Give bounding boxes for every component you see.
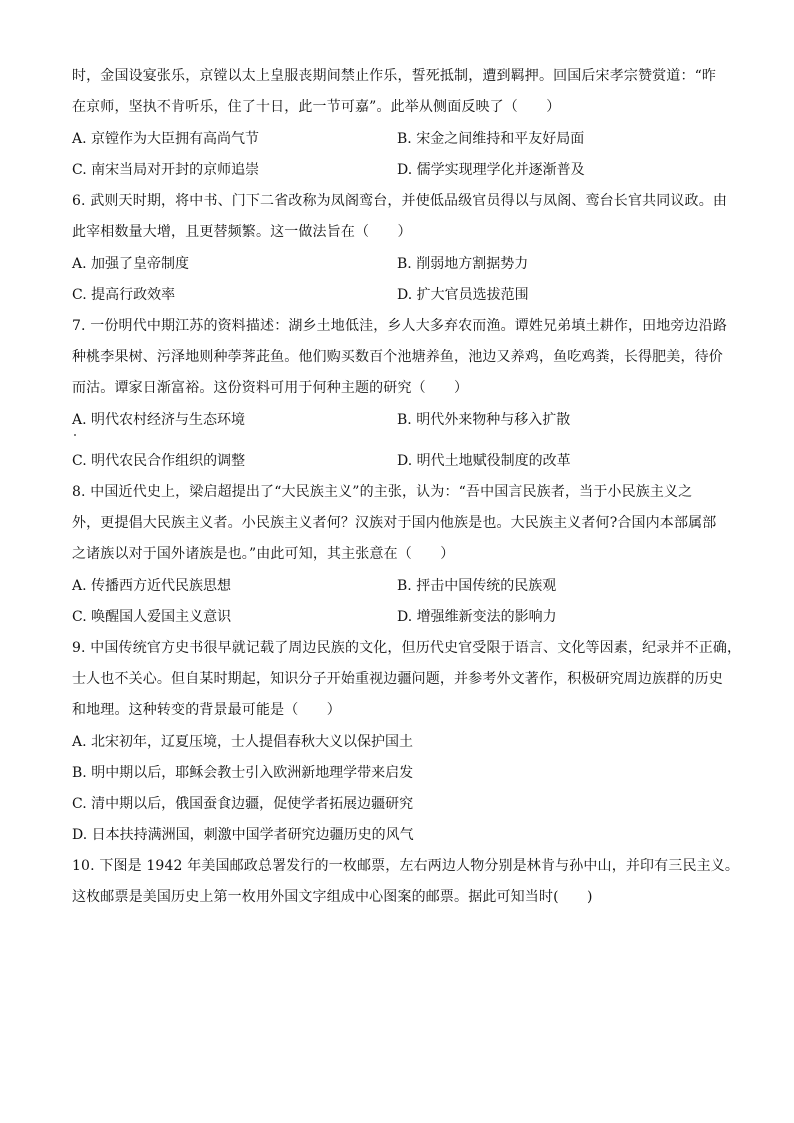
q6-option-a[interactable]: A. 加强了皇帝制度 <box>72 256 190 272</box>
q6-option-c[interactable]: C. 提高行政效率 <box>72 287 176 303</box>
scan-speck <box>74 434 76 436</box>
q6-option-d[interactable]: D. 扩大官员选拔范围 <box>397 287 529 303</box>
q8-option-d[interactable]: D. 增强维新变法的影响力 <box>397 609 557 625</box>
q5-option-c[interactable]: C. 南宋当局对开封的京师追崇 <box>72 162 260 178</box>
q8-option-c[interactable]: C. 唤醒国人爱国主义意识 <box>72 609 232 625</box>
q7-stem-line-3: 而沽。谭家日渐富裕。这份资料可用于何种主题的研究（ ） <box>72 380 469 396</box>
q9-stem-line-2: 士人也不关心。但自某时期起，知识分子开始重视边疆问题，并参考外文著作，积极研究周边族群的历史 <box>72 671 723 687</box>
q5-option-d[interactable]: D. 儒学实现理学化并逐渐普及 <box>397 162 585 178</box>
q5-stem-line-1: 时，金国设宴张乐，京镗以太上皇服丧期间禁止作乐，誓死抵制，遭到羁押。回国后宋孝宗赞赏道：“昨 <box>72 68 717 84</box>
q7-stem-line-2: 种桃李果树、污泽地则种荸荠茈鱼。他们购买数百个池塘养鱼，池边又养鸡，鱼吃鸡粪，长得肥美，待价 <box>72 349 723 365</box>
q8-option-b[interactable]: B. 抨击中国传统的民族观 <box>397 578 557 594</box>
q7-option-d[interactable]: D. 明代土地赋役制度的改革 <box>397 453 571 469</box>
q8-option-a[interactable]: A. 传播西方近代民族思想 <box>72 578 232 594</box>
q8-stem-line-3: 之诸族以对于国外诸族是也。”由此可知，其主张意在（ ） <box>72 546 455 562</box>
q8-stem-line-1: 8. 中国近代史上，梁启超提出了“大民族主义”的主张，认为：“吾中国言民族者，当于小民族主义之 <box>72 484 693 500</box>
q7-option-b[interactable]: B. 明代外来物种与移入扩散 <box>397 412 571 428</box>
q5-option-a[interactable]: A. 京镗作为大臣拥有高尚气节 <box>72 131 260 147</box>
q7-option-c[interactable]: C. 明代农民合作组织的调整 <box>72 453 246 469</box>
q10-stem-line-2: 这枚邮票是美国历史上第一枚用外国文字组成中心图案的邮票。据此可知当时( ) <box>72 889 593 905</box>
q5-option-b[interactable]: B. 宋金之间维持和平友好局面 <box>397 131 585 147</box>
q6-option-b[interactable]: B. 削弱地方割据势力 <box>397 256 529 272</box>
q9-stem-line-1: 9. 中国传统官方史书很早就记载了周边民族的文化，但历代史官受限于语言、文化等因素，纪录并不正确， <box>72 640 742 656</box>
q9-stem-line-3: 和地理。这种转变的背景最可能是（ ） <box>72 702 341 718</box>
q10-stem-line-1: 10. 下图是 1942 年美国邮政总署发行的一枚邮票，左右两边人物分别是林肯与孙中山，并印有三民主义。 <box>72 858 740 874</box>
q8-stem-line-2: 外，更提倡大民族主义者。小民族主义者何？汉族对于国内他族是也。大民族主义者何?合国内本部属部 <box>72 515 717 531</box>
q9-option-d[interactable]: D. 日本扶持满洲国，刺激中国学者研究边疆历史的风气 <box>72 827 414 843</box>
q6-stem-line-1: 6. 武则天时期，将中书、门下二省改称为凤阁鸾台，并使低品级官员得以与凤阁、鸾台长官共同议政。由 <box>72 193 728 209</box>
q7-stem-line-1: 7. 一份明代中期江苏的资料描述：湖乡土地低洼，乡人大多弃农而渔。谭姓兄弟填土耕作，田地旁边沿路 <box>72 318 728 334</box>
q9-option-a[interactable]: A. 北宋初年，辽夏压境，士人提倡春秋大义以保护国土 <box>72 734 414 750</box>
q6-stem-line-2: 此宰相数量大增，且更替频繁。这一做法旨在（ ） <box>72 224 412 240</box>
q9-option-c[interactable]: C. 清中期以后，俄国蚕食边疆，促使学者拓展边疆研究 <box>72 796 414 812</box>
q5-stem-line-2: 在京师，坚执不肯听乐，住了十日，此一节可嘉”。此举从侧面反映了（ ） <box>72 99 561 115</box>
q7-option-a[interactable]: A. 明代农村经济与生态环境 <box>72 412 246 428</box>
q9-option-b[interactable]: B. 明中期以后，耶稣会教士引入欧洲新地理学带来启发 <box>72 765 414 781</box>
